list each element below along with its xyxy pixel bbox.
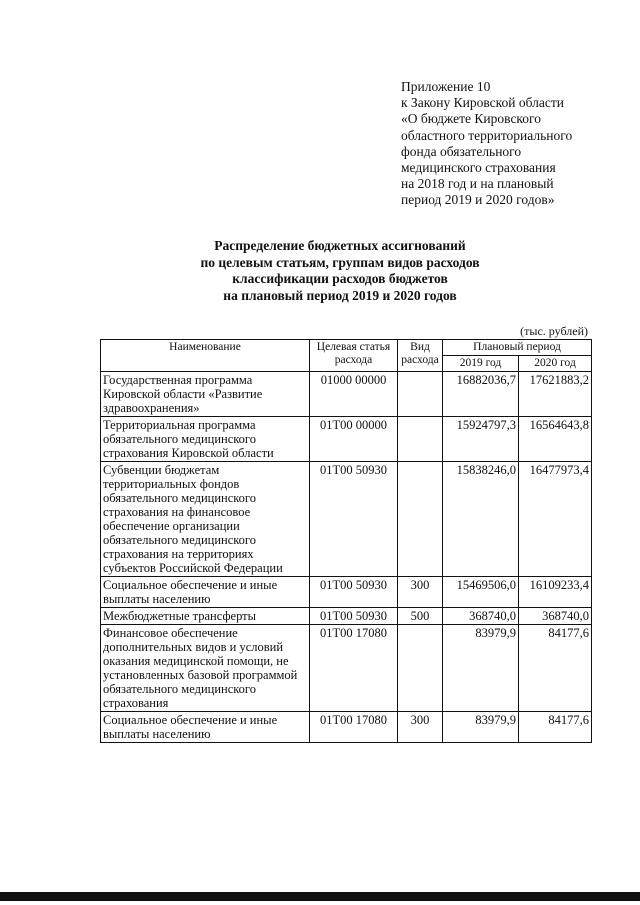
row-name: Территориальная программа обязательного медицинского страхования Кировской области [101,417,310,462]
row-value-2019: 15469506,0 [443,577,519,608]
row-value-2020: 16109233,4 [519,577,592,608]
header-2020: 2020 год [519,356,592,372]
header-type: Вид расхода [398,340,443,372]
row-value-2019: 16882036,7 [443,372,519,417]
row-value-2019: 83979,9 [443,712,519,743]
table-row [101,625,592,712]
row-value-2019: 368740,0 [443,608,519,625]
row-name: Межбюджетные трансферты [101,608,310,625]
row-target-code: 01Т00 17080 [310,712,398,743]
header-target: Целевая статья расхода [310,340,398,372]
row-value-2019: 15924797,3 [443,417,519,462]
appendix-note: Приложение 10 к Закону Кировской области «О бюджете Кировского областного территориального фонда обязательного медицинского страхования на 2018 год и на плановый период 2019 и 2020 годов» [401,79,573,208]
header-period: Плановый период [443,340,592,356]
row-value-2020: 368740,0 [519,608,592,625]
row-target-code: 01Т00 50930 [310,608,398,625]
row-expense-type [398,625,443,712]
row-value-2019: 83979,9 [443,625,519,712]
header-name: Наименование [101,340,310,372]
table-row [101,577,592,608]
document-title: Распределение бюджетных ассигнований по целевым статьям, группам видов расходов классификации расходов бюджетов на плановый период 2019 и 2020 годов [200,238,480,303]
row-name: Государственная программа Кировской области «Развитие здравоохранения» [101,372,310,417]
row-name: Субвенции бюджетам территориальных фондов обязательного медицинского страхования на финансовое обеспечение организации обязательного медицинского страхования на территориях субъектов Российской Федерации [101,462,310,577]
row-value-2020: 84177,6 [519,625,592,712]
row-name: Финансовое обеспечение дополнительных видов и условий оказания медицинской помощи, не установленных базовой программой обязательного медицинского страхования [101,625,310,712]
row-value-2020: 17621883,2 [519,372,592,417]
table-body [101,372,592,743]
row-expense-type [398,417,443,462]
units-label: (тыс. рублей) [520,324,588,338]
row-target-code: 01Т00 50930 [310,462,398,577]
table-row [101,608,592,625]
row-value-2020: 16477973,4 [519,462,592,577]
table-header-row [101,340,592,356]
row-target-code: 01Т00 00000 [310,417,398,462]
table-row [101,462,592,577]
row-expense-type: 300 [398,712,443,743]
row-value-2020: 16564643,8 [519,417,592,462]
table-row [101,372,592,417]
row-expense-type [398,372,443,417]
row-target-code: 01000 00000 [310,372,398,417]
table-row [101,417,592,462]
row-target-code: 01Т00 50930 [310,577,398,608]
header-2019: 2019 год [443,356,519,372]
row-expense-type [398,462,443,577]
table-row [101,712,592,743]
row-name: Социальное обеспечение и иные выплаты населению [101,577,310,608]
row-expense-type: 300 [398,577,443,608]
row-name: Социальное обеспечение и иные выплаты населению [101,712,310,743]
budget-table [100,339,592,743]
row-value-2019: 15838246,0 [443,462,519,577]
row-expense-type: 500 [398,608,443,625]
row-target-code: 01Т00 17080 [310,625,398,712]
row-value-2020: 84177,6 [519,712,592,743]
bottom-scan-bar [0,892,640,901]
